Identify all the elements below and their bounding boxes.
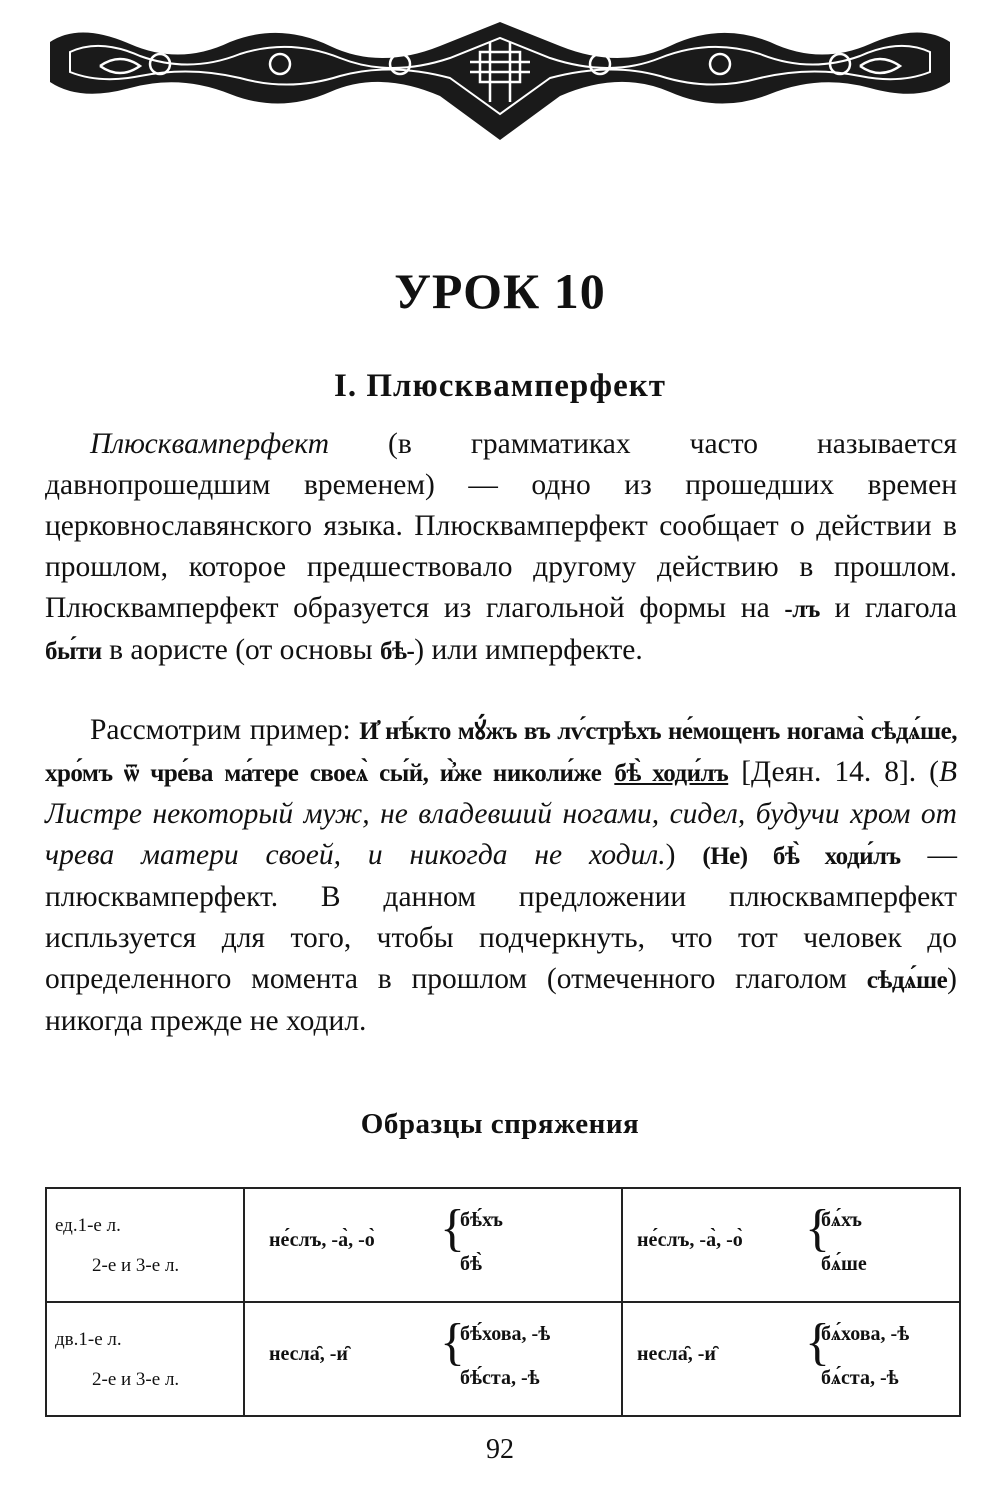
paragraph-example (45, 710, 957, 1042)
page-number: 92 (486, 1434, 514, 1465)
cs-quote: И҆ нѣ́кто мꙋ́жъ въ лѵ́стрѣхъ не́мощенъ ногама̀ сѣдѧ́ше, хро́мъ ѿ чре́ва ма́тере своеѧ̀ сы́й, и҆̀же николи́же (45, 718, 957, 787)
p2-text-2: ) никогда прежде не ходил. (45, 963, 957, 1037)
person-label-2: 2-е и 3-е л. (92, 1255, 180, 1276)
aux-form: бѧ́хова, -ѣ (821, 1323, 910, 1345)
cs-stem: бѣ- (379, 638, 415, 665)
brace-icon: { (805, 1200, 830, 1257)
decorative-header-ornament (40, 22, 960, 142)
cs-verb-sedyashe: сѣдѧ́ше (866, 967, 948, 994)
lesson-title: УРОК 10 (394, 263, 606, 319)
cs-verb-byti: бы́ти (45, 638, 102, 665)
aux-form: бѧ́хъ (821, 1209, 862, 1231)
cs-quote-underlined: бѣ̀ ходи́лъ (614, 760, 729, 787)
p2-lead: Рассмотрим пример: (90, 714, 360, 746)
form-cell (622, 1188, 960, 1302)
person-label-1: ед.1-е л. (55, 1215, 121, 1236)
participle-forms: несла̑, -и̑ (269, 1343, 348, 1365)
term-pluperfect: Плюсквамперфект (90, 428, 329, 460)
p1-text-1: (в грамматиках часто называется давнопрошедшим временем) — одно из прошедших времен церковнославянского языка. Плюсквамперфект сообщает о действии в прошлом, которое предшествовало другому действию в прошлом. Плюсквамперфект образуется из глагольной формы на (45, 428, 957, 624)
aux-form: бѣ́хова, -ѣ (460, 1323, 551, 1345)
p1-text-4: ) или имперфекте. (414, 634, 643, 666)
table-row (46, 1188, 960, 1302)
person-label-1: дв.1-е л. (55, 1329, 122, 1350)
table-row (46, 1302, 960, 1416)
brace-icon: { (440, 1200, 465, 1257)
form-cell (244, 1302, 622, 1416)
conjugation-table (45, 1187, 961, 1417)
translation: В Листре некоторый муж, не владевший ногами, сидел, будучи хром от чрева матери своей, и никогда не ходил. (45, 756, 958, 871)
aux-form: бѧ́ста, -ѣ (821, 1367, 899, 1389)
person-label-2: 2-е и 3-е л. (92, 1369, 180, 1390)
paragraph-definition (45, 424, 957, 672)
aux-form: бѣ́хъ (460, 1209, 503, 1231)
brace-icon: { (440, 1314, 465, 1371)
p1-text-2: и глагола (819, 592, 958, 624)
conjugation-heading: Образцы спряжения (360, 1108, 640, 1140)
p1-text-3: в аористе (от основы (101, 634, 380, 666)
cs-example-phrase: (Не) бѣ̀ ходи́лъ (702, 843, 901, 870)
aux-form: бѧ́ше (821, 1253, 867, 1275)
person-cell (46, 1302, 244, 1416)
form-cell (244, 1188, 622, 1302)
cs-suffix: -лъ (784, 596, 820, 623)
p2-text-1: — плюсквамперфект. В данном предложении плюсквамперфект испльзуется для того, чтобы подчеркнуть, что тот человек до определенного момента в прошлом (отмеченного глаголом (45, 839, 957, 995)
participle-forms: не́слъ, -а̀, -о̀ (269, 1229, 375, 1251)
participle-forms: несла̑, -и̑ (637, 1343, 716, 1365)
aux-form: бѣ̀ (460, 1253, 483, 1275)
section-title: I. Плюсквамперфект (334, 368, 666, 404)
p2-close-paren: ) (665, 839, 703, 871)
form-cell (622, 1302, 960, 1416)
aux-form: бѣ́ста, -ѣ (460, 1367, 540, 1389)
brace-icon: { (805, 1314, 830, 1371)
scripture-reference: [Деян. 14. 8]. ( (728, 756, 939, 788)
participle-forms: не́слъ, -а̀, -о̀ (637, 1229, 743, 1251)
person-cell (46, 1188, 244, 1302)
